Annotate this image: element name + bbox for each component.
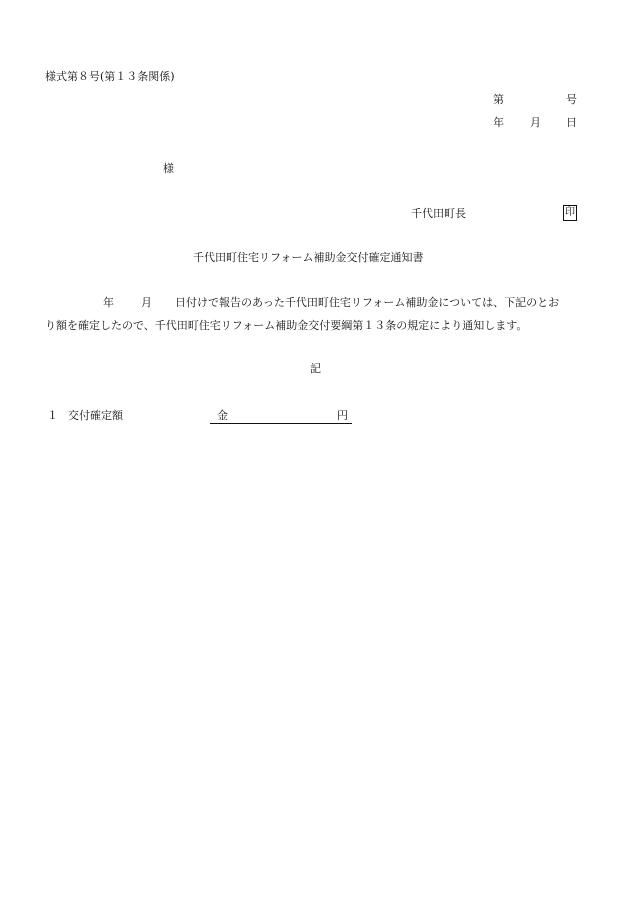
amount-unit: 円 xyxy=(337,409,348,422)
date-year-label: 年 xyxy=(493,116,504,129)
body-year-label: 年 xyxy=(103,296,114,309)
issuer-name: 千代田町長 xyxy=(411,207,466,220)
document-title: 千代田町住宅リフォーム補助金交付確定通知書 xyxy=(193,251,424,264)
body-text-1: 日付けで報告のあった千代田町住宅リフォーム補助金については、下記のとお xyxy=(175,296,560,309)
seal-stamp-box: 印 xyxy=(563,205,577,221)
item-label-confirmed-amount: 交付確定額 xyxy=(68,409,123,422)
ki-heading: 記 xyxy=(310,362,321,375)
date-month-label: 月 xyxy=(530,116,541,129)
form-number: 様式第８号(第１３条関係) xyxy=(45,70,175,83)
date-day-label: 日 xyxy=(566,116,577,129)
amount-prefix: 金 xyxy=(217,409,228,422)
amount-field xyxy=(210,409,352,424)
body-text-line-2: り額を確定したので、千代田町住宅リフォーム補助金交付要綱第１３条の規定により通知します。 xyxy=(45,319,528,332)
addressee-honorific: 様 xyxy=(163,162,174,175)
item-number: １ xyxy=(47,409,58,422)
document-number-label: 第 xyxy=(493,93,504,106)
document-number-suffix: 号 xyxy=(566,93,577,106)
body-month-label: 月 xyxy=(141,296,152,309)
